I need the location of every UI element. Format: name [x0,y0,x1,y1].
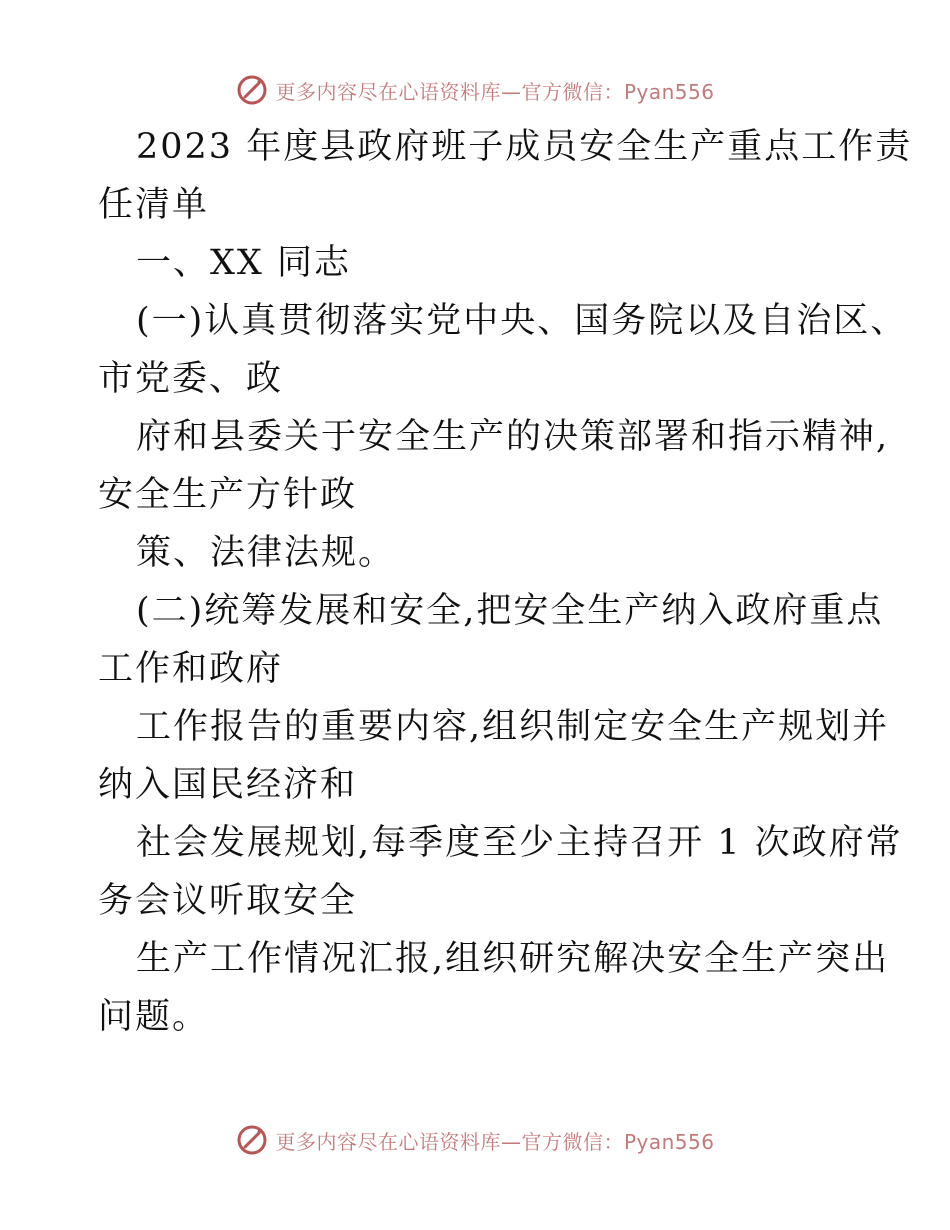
watermark-logo-icon [235,1123,269,1157]
text-line: 府和县委关于安全生产的决策部署和指示精神, [136,417,890,457]
text-line: 生产工作情况汇报,组织研究解决安全生产突出 [136,939,890,979]
header-watermark [0,70,950,110]
document-body [98,118,913,1046]
text-line: 工作报告的重要内容,组织制定安全生产规划并 [136,707,890,747]
text-line: 安全生产方针政 [98,475,358,515]
text-line: 纳入国民经济和 [98,765,358,805]
text-line: (一)认真贯彻落实党中央、国务院以及自治区、 [136,301,908,341]
text-line: 一、XX 同志 [136,243,351,283]
text-line: 务会议听取安全 [98,881,358,921]
footer-watermark [0,1120,950,1160]
watermark-logo-icon [235,73,269,107]
text-line: 社会发展规划,每季度至少主持召开 1 次政府常 [136,823,903,863]
text-line: (二)统筹发展和安全,把安全生产纳入政府重点 [136,591,884,631]
text-line: 市党委、政 [98,359,284,399]
text-line: 任清单 [98,185,210,225]
text-line: 工作和政府 [98,649,284,689]
watermark-text: 更多内容尽在心语资料库—官方微信：Pyan556 [275,1129,715,1154]
watermark-text: 更多内容尽在心语资料库—官方微信：Pyan556 [275,79,715,104]
text-line: 2023 年度县政府班子成员安全生产重点工作责 [136,127,913,167]
text-line: 策、法律法规。 [136,533,396,573]
text-line: 问题。 [98,997,210,1037]
